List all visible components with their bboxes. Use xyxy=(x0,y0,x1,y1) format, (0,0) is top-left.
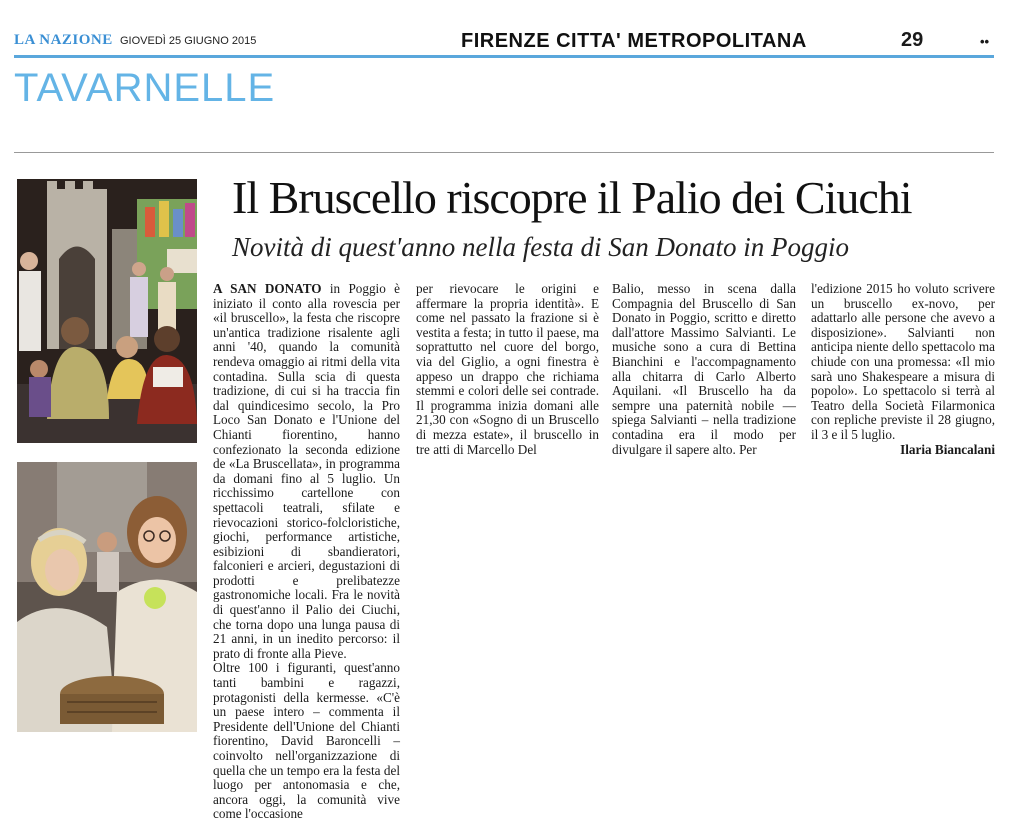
column-4-text: l'edizione 2015 ho voluto scrivere un bruscello ex-novo, per adattarlo alle persone che avevo a disposizione». Salvianti non anticipa niente dello spettacolo ma chiude con una promessa: «Il mio sarà uno Shakespeare a misura di popolo». Lo spettacolo si terrà al Teatro della Società Filarmonica con repliche previste il 28 giugno, il 3 e il 5 luglio. xyxy=(811,281,995,442)
stage-photo xyxy=(17,179,197,443)
column-1-paragraph-2: Oltre 100 i figuranti, quest'anno tanti bambini e ragazzi, protagonisti della kermesse. «C'è un paese intero – commenta il Presidente dell'Unione del Chianti fiorentino, David Baroncelli – coinvolto nell'organizzazione di quella che un tempo era la festa del luogo per antonomasia e che, ancora oggi, la comunità vive come l'occasione xyxy=(213,660,400,822)
article-column-4 xyxy=(811,282,995,457)
author-byline: Ilaria Biancalani xyxy=(900,441,995,457)
column-1-paragraph-1 xyxy=(213,282,400,661)
masthead-rule xyxy=(14,55,994,58)
article-column-3 xyxy=(612,282,796,457)
issue-date: GIOVEDÌ 25 GIUGNO 2015 xyxy=(120,35,257,47)
column-1-text: in Poggio è iniziato il conto alla rovescia per «il bruscello», la festa che riscopre un'antica tradizione risalente agli anni '40, quando la comunità rendeva omaggio ai ritmi della vita contadina. Sulla scia di questa tradizione, di cui si ha traccia fin dal quindicesimo secolo, la Pro Loco San Donato e l'Unione del Chianti fiorentino, hanno confezionato la seconda edizione de «La Bruscellata», in programma da domani fino al 5 luglio. Un ricchissimo cartellone con spettacoli teatrali, sfilate e rievocazioni storico-folcloristiche, giochi, performance artistiche, esibizioni di sbandieratori, falconieri e arcieri, degustazioni di prodotti e prelibatezze gastronomiche locali. Fra le novità di quest'anno il Palio dei Ciuchi, che torna dopo una lunga pausa di 21 anni, in un inedito percorso: il prato di fronte alla Pieve. xyxy=(213,281,401,661)
article-headline: Il Bruscello riscopre il Palio dei Ciuchi xyxy=(232,172,912,223)
page-dots: •• xyxy=(980,34,990,49)
column-3-text: Balio, messo in scena dalla Compagnia del Bruscello di San Donato in Poggio, scritto e diretto dall'attore Massimo Salvianti. Le musiche sono a cura di Bettina Bianchini e l'accompagnamento alla chitarra di Carlo Alberto Aquilani. «Il Bruscello ha da sempre una paternità nobile — spiega Salvianti – nella tradizione contadina era il modo per divulgare il sapere alto. Per xyxy=(612,281,796,457)
actresses-photo xyxy=(17,462,197,732)
masthead xyxy=(14,30,994,56)
local-section-title: TAVARNELLE xyxy=(14,66,276,110)
article-subheadline: Novità di quest'anno nella festa di San Donato in Poggio xyxy=(232,232,849,262)
column-2-text: per rievocare le origini e affermare la propria identità». E come nel passato la frazione si è vestita a festa; in tutto il paese, ma soprattutto nel cuore del borgo, via del Giglio, a ogni finestra è appeso un drappo che richiama stemmi e colori delle sei contrade. Il programma inizia domani alle 21,30 con «Sogno di un Bruscello di mezza estate», il bruscello in tre atti di Marcello Del xyxy=(416,281,599,457)
article-column-2 xyxy=(416,282,599,457)
section-divider xyxy=(14,152,994,153)
dateline: A SAN DONATO xyxy=(213,281,322,296)
section-title: FIRENZE CITTA' METROPOLITANA xyxy=(461,30,807,52)
page-number: 29 xyxy=(901,29,924,51)
newspaper-logo: LA NAZIONE xyxy=(14,32,113,48)
